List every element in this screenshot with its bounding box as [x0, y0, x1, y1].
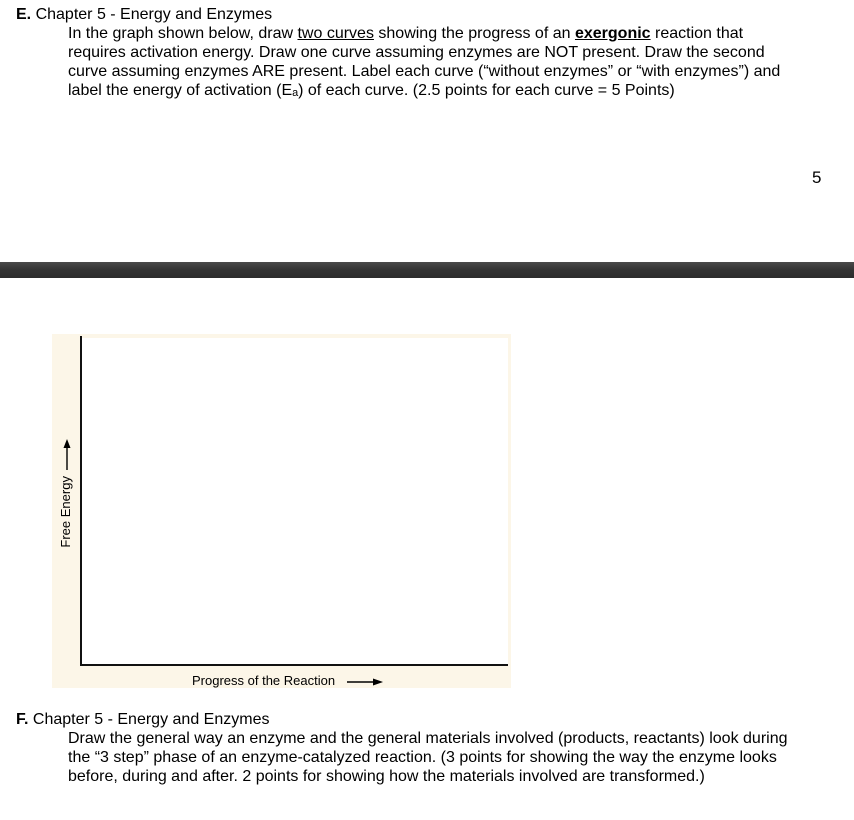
arrow-right-icon [62, 436, 72, 472]
question-f-line-2: the “3 step” phase of an enzyme-catalyzed reaction. (3 points for showing the way the enzyme looks [68, 749, 777, 766]
question-f-line-3: before, during and after. 2 points for showing how the materials involved are transformed.) [68, 768, 705, 785]
question-e-line-3: curve assuming enzymes ARE present. Label each curve (“without enzymes” or “with enzymes”) and [68, 63, 781, 80]
exergonic-emphasis: exergonic [574, 25, 651, 42]
y-axis-label-text: Free Energy [58, 476, 73, 548]
question-e-line-1-part-b: showing the progress of an [373, 25, 575, 42]
drawing-area[interactable] [82, 338, 508, 664]
question-e-line-2: requires activation energy. Draw one curve assuming enzymes are NOT present. Draw the second [68, 44, 765, 61]
points-value: 5 [812, 168, 822, 187]
question-f-letter: F. [16, 711, 29, 728]
arrow-right-icon [339, 677, 385, 687]
x-axis-label-text: Progress of the Reaction [192, 673, 336, 688]
question-e-line-4: label the energy of activation (Eₐ) of each curve. (2.5 points for each curve = 5 Points) [68, 82, 675, 99]
question-f-body [68, 729, 788, 786]
y-axis-label [56, 392, 76, 592]
question-e-line-1-part-a: In the graph shown below, draw [68, 25, 298, 42]
x-axis [80, 664, 508, 666]
question-e-line-1 [68, 24, 780, 43]
page-divider [0, 262, 854, 278]
question-f-title: Chapter 5 - Energy and Enzymes [28, 711, 270, 728]
two-curves-emphasis: two curves [297, 25, 374, 42]
x-axis-label [192, 673, 385, 689]
question-f-heading [16, 710, 269, 729]
question-f-line-1: Draw the general way an enzyme and the general materials involved (products, reactants) look during [68, 730, 788, 747]
question-e-body [68, 24, 780, 100]
question-e-title: Chapter 5 - Energy and Enzymes [31, 6, 273, 23]
question-e-line-1-part-c: reaction that [650, 25, 744, 42]
question-e-letter: E. [16, 6, 32, 23]
question-e-heading [16, 5, 272, 24]
y-axis [80, 336, 82, 666]
